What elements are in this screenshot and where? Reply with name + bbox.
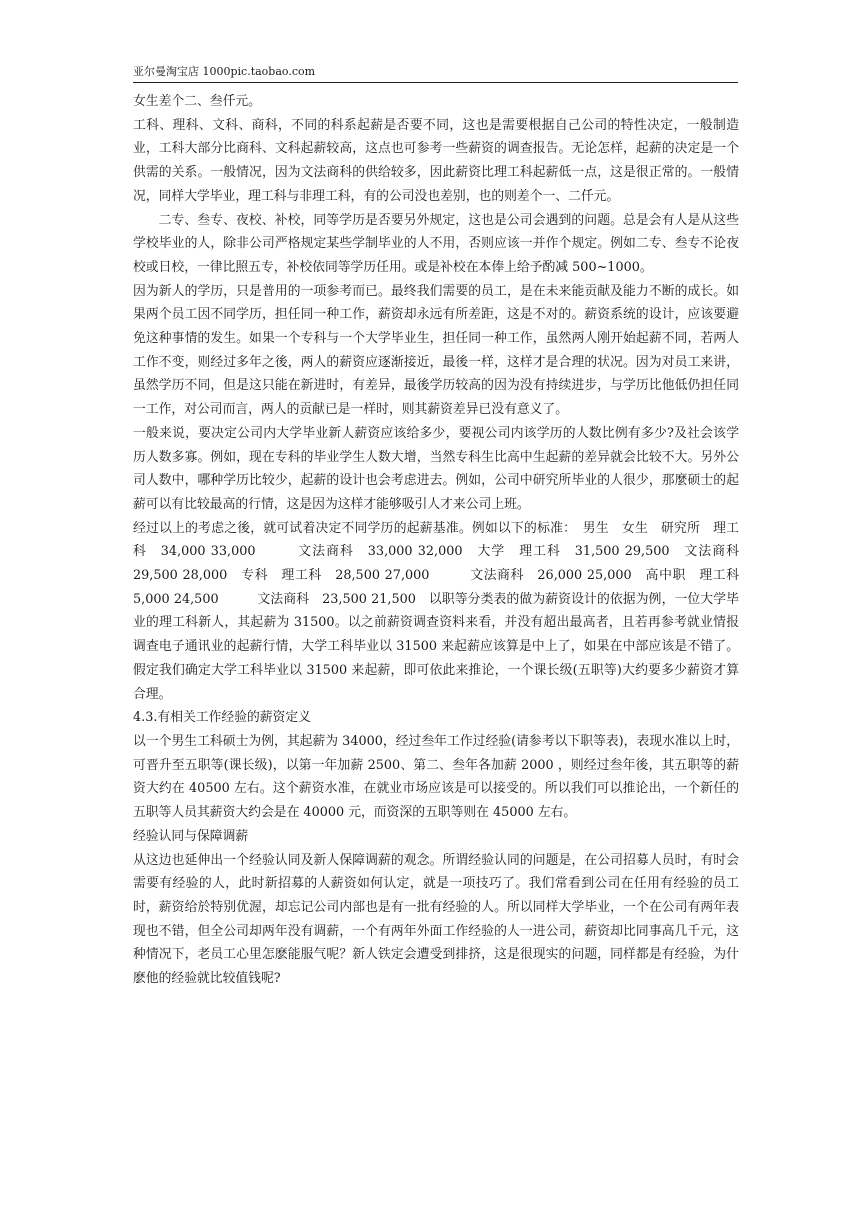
paragraph: 女生差个二、叁仟元。 — [133, 94, 261, 109]
paragraph: 工科、理科、文科、商科，不同的科系起薪是否要不同，这也是需要根据自己公司的特性决定，一般制造业，工科大部分比商科、文科起薪较高，这点也可参考一些薪资的调查报告。无论怎样，起薪的决定是一个供需的关系。一般情况，因为文法商科的供给较多，因此薪资比理工科起薪低一点，这是很正常的。一般情况，同样大学毕业，理工科与非理工科，有的公司没也差别，也的则差个一、二仟元。 — [133, 117, 739, 204]
paragraph: 以一个男生工科硕士为例，其起薪为 34000，经过叁年工作过经验(请参考以下职等表)，表现水准以上时，可晋升至五职等(课长级)，以第一年加薪 2500、第二、叁年各加薪 2000 ，则经过叁年後，其五职等的薪资大约在 40500 左右。这个薪资水准，在就业市场应该是可以接受的。所以我们可以推论出，一个新任的五职等人员其薪资大约会是在 40000 元，而资深的五职等则在 45000 左右。 — [133, 733, 739, 821]
header-text: 亚尔曼淘宝店 1000pic.taobao.com — [133, 65, 316, 78]
paragraph: 因为新人的学历，只是普用的一项参考而已。最终我们需要的员工，是在未来能贡献及能力不断的成长。如果两个员工因不同学历，担任同一种工作，薪资却永远有所差距，这是不对的。薪资系统的设计，应该要避免这种事情的发生。如果一个专科与一个大学毕业生，担任同一种工作，虽然两人刚开始起薪不同，若两人工作不变，则经过多年之後，两人的薪资应逐渐接近，最後一样，这样才是合理的状况。因为对员工来讲，虽然学历不同，但是这只能在新进时，有差异，最後学历较高的因为没有持续进步，与学历比他低仍担任同一工作，对公司而言，两人的贡献已是一样时，则其薪资差异已没有意义了。 — [133, 283, 739, 418]
document-body — [133, 90, 752, 991]
paragraph: 二专、叁专、夜校、补校，同等学历是否要另外规定，这也是公司会遇到的问题。总是会有人是从这些学校毕业的人，除非公司严格规定某些学制毕业的人不用，否则应该一并作个规定。例如二专、叁专不论夜校或日校，一律比照五专，补校依同等学历任用。或是补校在本俸上给予酌减 500~1000。 — [133, 212, 739, 275]
paragraph: 从这边也延伸出一个经验认同及新人保障调薪的观念。所谓经验认同的问题是，在公司招募人员时，有时会需要有经验的人，此时新招募的人薪资如何认定，就是一项技巧了。我们常看到公司在任用有经验的员工时，薪资给於特别优渥，却忘记公司内部也是有一批有经验的人。所以同样大学毕业，一个在公司有两年表现也不错，但全公司却两年没有调薪，一个有两年外面工作经验的人一进公司，薪资却比同事高几千元，这种情况下，老员工心里怎麽能服气呢？新人铁定会遭受到排挤，这是很现实的问题，同样都是有经验，为什麽他的经验就比较值钱呢? — [133, 852, 739, 987]
section-heading: 经验认同与保障调薪 — [133, 828, 249, 844]
paragraph: 一般来说，要决定公司内大学毕业新人薪资应该给多少，要视公司内该学历的人数比例有多少?及社会该学历人数多寡。例如，现在专科的毕业学生人数大增，当然专科生比高中生起薪的差异就会比较不大。另外公司人数中，哪种学历比较少，起薪的设计也会考虑进去。例如，公司中研究所毕业的人很少，那麼硕士的起薪可以有比较最高的行情，这是因为这样才能够吸引人才来公司上班。 — [133, 425, 739, 512]
page-header — [133, 64, 738, 83]
section-heading: 4.3.有相关工作经验的薪资定义 — [133, 710, 311, 726]
paragraph: 经过以上的考虑之後，就可试着决定不同学历的起薪基准。例如以下的标准： 男生 女生 研究所 理工科 34,000 33,000 文法商科 33,000 32,000 大学 理工科 31,500 29,500 文法商科 29,500 28,000 专科 理工科 28,500 27,000 文法商科 26,000 25,000 高中职 理工科 5,000 24,500 文法商科 23,500 21,500 以职等分类表的做为薪资设计的依据为例，一位大学毕业的理工科新人，其起薪为 31500。以之前薪资调查资料来看，并没有超出最高者，且若再参考就业情报调查电子通讯业的起薪行情，大学工科毕业以 31500 来起薪应该算是中上了，如果在中部应该是不错了。假定我们确定大学工科毕业以 31500 来起薪，即可依此来推论，一个课长级(五职等)大约要多少薪资才算合理。 — [133, 520, 752, 702]
